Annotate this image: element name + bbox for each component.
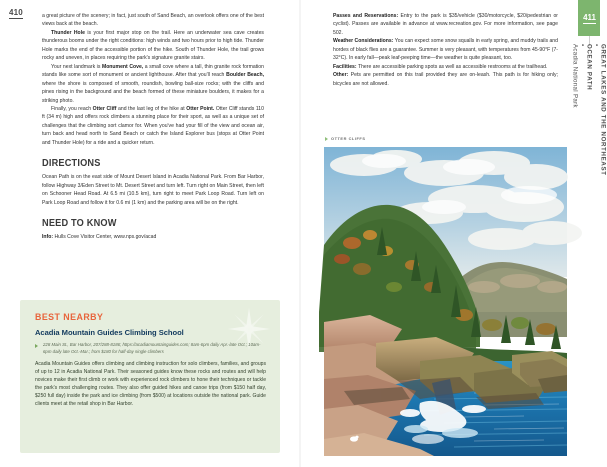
info-blocks [333, 12, 558, 88]
body-paragraph [42, 12, 264, 29]
folio-left: 410 [9, 8, 23, 17]
info-block [333, 12, 558, 37]
info-block-label: Other: [333, 72, 349, 79]
running-header-section: GREAT LAKES AND THE NORTHEAST [599, 44, 607, 176]
best-nearby-meta [35, 342, 266, 355]
info-block [333, 63, 558, 71]
photo-otter-cliffs [324, 147, 567, 456]
bullet-arrow-icon [35, 344, 38, 348]
info-text: Hulls Cove Visitor Center, www.nps.gov/acad [53, 234, 157, 241]
paragraph-run: a small cove where a tall, thin granite rock formation stands like some sort of monument or ancient lighthouse. After that you'll reach [42, 63, 264, 79]
best-nearby-body: Acadia Mountain Guides offers climbing and climbing instruction for solo climbers, families, and groups of up to 12 in Acadia National Park. Their seasoned guides know these rocks and routes and will help novices make their first climb or work with experienced rock climbers to hone their techniques or tackle the park's most challenging routes. They also offer guided hikes and canoe trips (from $150 half day, $250 full day) inside the park and ice climbing (from $500) at locations outside the national park. Guide clients meet at the retail shop in Bar Harbor. [35, 361, 266, 407]
paragraph-run: Otter Cliff stands 110 ft (34 m) high and offers rock climbers a stunning place for their sport, as well as a unique set of challenges that the climbing sort clamor for. When you've had your fill of the view and ocean air, turn back and head north to Sand Beach or catch the Island Explorer bus (stops at Otter Point and Thunder Hole) for a ride and a quicker return. [42, 105, 264, 146]
info-block-text: Pets are permitted on this trail provided they are on-leash. This path is for hiking only; bicycles are not allowed. [333, 72, 558, 87]
info-label: Info: [42, 234, 54, 241]
body-paragraphs [42, 12, 264, 147]
photo-caption-text: OTTER CLIFFS [331, 136, 366, 141]
landmark-name: Boulder Beach, [226, 72, 264, 79]
best-nearby-meta-text: 228 Main St., Bar Harbor, 207/288-8186; https://acadiamountainguides.com; 8am-6pm daily Apr.-late Oct.; 10am-6pm daily late Oct.-Mar.; from $180 for half-day single climbers [43, 342, 261, 354]
photo-artwork [324, 147, 567, 456]
info-line [42, 233, 264, 241]
need-to-know-heading: NEED TO KNOW [42, 218, 117, 230]
paragraph-run: Finally, you reach [51, 105, 93, 112]
body-paragraph [42, 29, 264, 63]
paragraph-run: and the last leg of the hike at [116, 105, 187, 112]
info-block [333, 71, 558, 88]
body-paragraph [42, 63, 264, 105]
info-block-text: There are accessible parking spots as well as accessible restrooms at the trailhead. [356, 63, 548, 70]
running-header-sep-1: • [592, 44, 600, 47]
folio-right: 411 [583, 13, 596, 22]
landmark-name: Otter Cliff [92, 105, 117, 112]
running-header-sep-2: • [578, 44, 586, 47]
best-nearby-title: Acadia Mountain Guides Climbing School [35, 328, 184, 337]
paragraph-run: a great picture of the scenery; in fact, just south of Sand Beach, an overlook offers one of the best views back at the beach. [42, 13, 264, 28]
landmark-name: Monument Cove, [101, 63, 144, 70]
landmark-name: Otter Point. [186, 105, 215, 112]
running-header-text [572, 44, 607, 176]
right-column [333, 12, 558, 88]
info-block-label: Facilities: [333, 63, 357, 70]
photo-caption [325, 136, 365, 141]
running-header [571, 44, 607, 344]
best-nearby-kicker: BEST NEARBY [35, 311, 104, 322]
running-header-hike: OCEAN PATH [585, 44, 593, 91]
directions-heading: DIRECTIONS [42, 158, 101, 170]
body-paragraph [42, 105, 264, 147]
info-block-text: You can expect some snow squalls in early spring, and muddy trails and hordes of black flies are a guarantee. Summer is very pleasant, with temperatures from 45-90°F (7-32°C). In early fall—peak leaf-peeping time—the weather is quite pleasant, too. [333, 38, 558, 62]
running-header-park: Acadia National Park [571, 44, 579, 108]
landmark-name: Thunder Hole [51, 29, 85, 36]
info-block-label: Passes and Reservations: [333, 13, 399, 19]
left-page [0, 0, 299, 467]
left-column [42, 12, 264, 241]
paragraph-run: is your first major stop on the trail. Here an underwater sea cave creates thunderous booms under the right conditions: high winds and two hours prior to high tide. Thunder Hole marks the end of the accessible portion of the hike. South of Thunder Hole, the trail grows rocky and uneven, in places requiring the park's signature granite stairs. [42, 29, 264, 62]
info-block [333, 37, 558, 62]
directions-text: Ocean Path is on the east side of Mount Desert Island in Acadia National Park. From Bar Harbor, follow Highway 3/Eden Street to Mt. Desert Street and turn left. Turn right on Main Street, then left on Schooner Head Road. At 6.5 mi (10.5 km), turn right to meet Park Loop Road. Turn left on Park Loop Road and follow it for 0.6 mi (1 km) and the parking area will be on the right. [42, 174, 264, 206]
caption-arrow-icon [325, 137, 328, 141]
info-block-text: Entry to the park is $35/vehicle ($30/motorcycle, $20/pedestrian or cyclist). Passes are available in advance at www.recreation.gov. For more information, see page 502. [333, 13, 558, 36]
info-block-label: Weather Considerations: [333, 38, 394, 45]
paragraph-run: Your next landmark is [51, 63, 102, 70]
paragraph-run: where the shore is composed of smooth, roundish, bowling ball-size rocks; with the cliffs and pines rising in the background and the beach formed of these miniature boulders, it makes for a striking photo. [42, 80, 264, 104]
best-nearby-box [20, 300, 280, 453]
